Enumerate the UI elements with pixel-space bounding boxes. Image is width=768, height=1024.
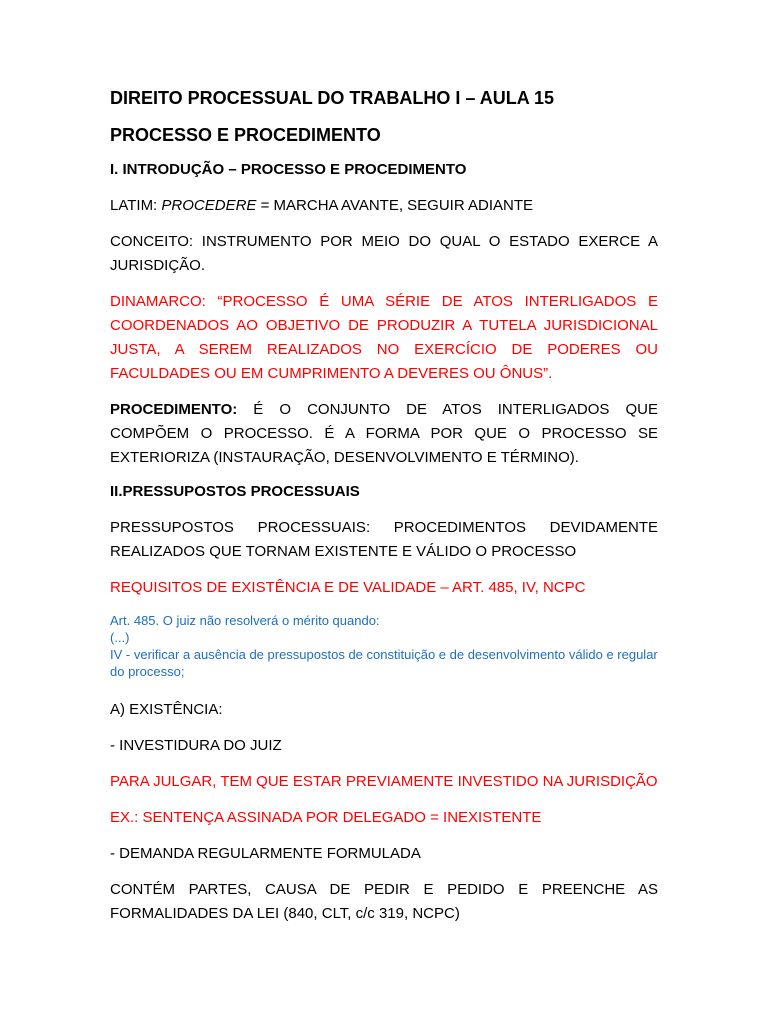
latim-suffix: = MARCHA AVANTE, SEGUIR ADIANTE <box>256 197 534 214</box>
pressupostos-def-line2: REALIZADOS QUE TORNAM EXISTENTE E VÁLIDO O PROCESSO <box>110 543 577 560</box>
document-body <box>110 86 658 938</box>
article-line-1: Art. 485. O juiz não resolverá o mérito quando: <box>110 613 380 628</box>
dinamarco-quote: DINAMARCO: “PROCESSO É UMA SÉRIE DE ATOS INTERLIGADOS E COORDENADOS AO OBJETIVO DE PRODUZIR A TUTELA JURISDICIONAL JUSTA, A SEREM REALIZADOS NO EXERCÍCIO DE PODERES OU FACULDADES OU EM CUMPRIMENTO A DEVERES OU ÔNUS”. <box>110 293 658 382</box>
conceito-paragraph: CONCEITO: INSTRUMENTO POR MEIO DO QUAL O ESTADO EXERCE A JURISDIÇÃO. <box>110 233 658 274</box>
contem-paragraph: CONTÉM PARTES, CAUSA DE PEDIR E PEDIDO E PREENCHE AS FORMALIDADES DA LEI (840, CLT, c/c 319, NCPC) <box>110 881 658 922</box>
section2-heading: II.PRESSUPOSTOS PROCESSUAIS <box>110 483 360 500</box>
section1-heading: I. INTRODUÇÃO – PROCESSO E PROCEDIMENTO <box>110 161 467 178</box>
demanda-item: - DEMANDA REGULARMENTE FORMULADA <box>110 845 421 862</box>
latim-paragraph <box>110 194 658 218</box>
investidura-item: - INVESTIDURA DO JUIZ <box>110 737 282 754</box>
requisitos-line: REQUISITOS DE EXISTÊNCIA E DE VALIDADE – ART. 485, IV, NCPC <box>110 579 586 596</box>
exemplo-line: EX.: SENTENÇA ASSINADA POR DELEGADO = INEXISTENTE <box>110 809 542 826</box>
article-485-quote <box>110 612 658 680</box>
pressupostos-definition <box>110 516 658 564</box>
existencia-heading: A) EXISTÊNCIA: <box>110 701 223 718</box>
procedimento-paragraph <box>110 398 658 470</box>
article-line-2: (...) <box>110 630 130 645</box>
document-title: DIREITO PROCESSUAL DO TRABALHO I – AULA 15 <box>110 88 555 108</box>
julgar-line: PARA JULGAR, TEM QUE ESTAR PREVIAMENTE INVESTIDO NA JURISDIÇÃO <box>110 773 658 790</box>
article-line-3: IV - verificar a ausência de pressupostos de constituição e de desenvolvimento válido e regular do processo; <box>110 647 658 679</box>
pressupostos-def-line1: PRESSUPOSTOS PROCESSUAIS: PROCEDIMENTOS DEVIDAMENTE <box>110 519 658 536</box>
latim-term: PROCEDERE <box>161 197 257 214</box>
latim-prefix: LATIM: <box>110 197 162 214</box>
procedimento-label: PROCEDIMENTO: <box>110 401 238 418</box>
document-subtitle: PROCESSO E PROCEDIMENTO <box>110 125 381 145</box>
procedimento-text: É O CONJUNTO DE ATOS INTERLIGADOS QUE COMPÕEM O PROCESSO. É A FORMA POR QUE O PROCESSO SE EXTERIORIZA (INSTAURAÇÃO, DESENVOLVIMENTO E TÉRMINO). <box>110 401 658 466</box>
